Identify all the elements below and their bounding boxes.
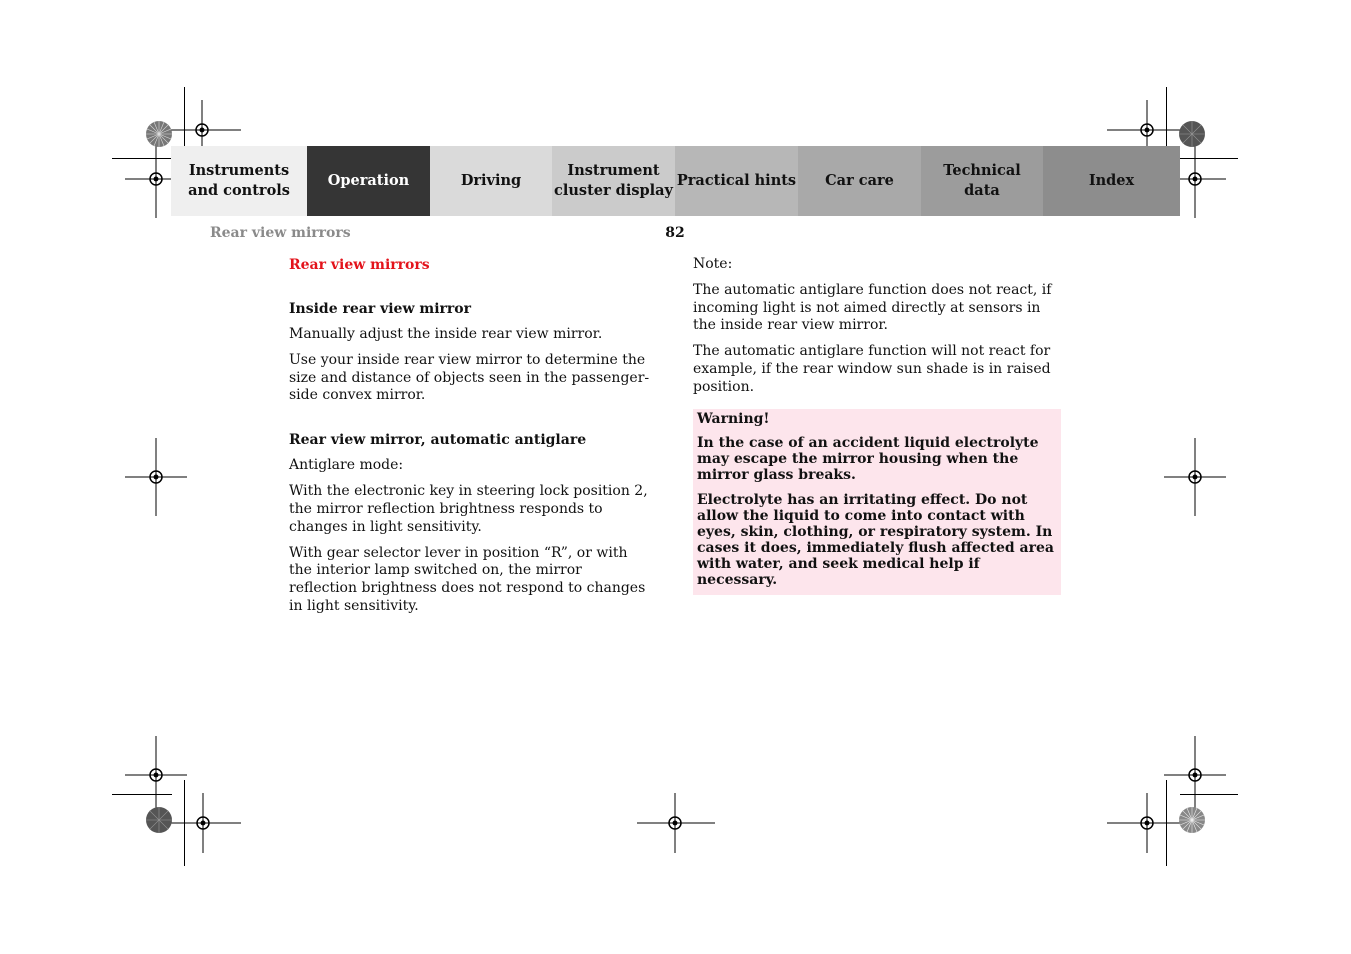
inside-mirror-heading: Inside rear view mirror: [289, 301, 471, 317]
section-title: Rear view mirrors: [289, 257, 430, 273]
tab-driving[interactable]: Driving: [430, 146, 552, 216]
warning-paragraph: In the case of an accident liquid electrolyte may escape the mirror housing when the mirror glass breaks.: [697, 435, 1039, 484]
tab-car-care[interactable]: Car care: [798, 146, 921, 216]
paragraph: With gear selector lever in position “R”, or with the interior lamp switched on, the mirror reflection brightness does not respond to changes in light sensitivity.: [289, 544, 646, 614]
note-label: Note:: [693, 256, 733, 272]
registration-target-icon: [1164, 438, 1226, 516]
registration-target-icon: [1107, 793, 1187, 853]
tab-index[interactable]: Index: [1043, 146, 1180, 216]
registration-target-icon: [163, 793, 243, 853]
warning-title: Warning!: [697, 411, 770, 428]
tab-technical-data[interactable]: Technical data: [921, 146, 1043, 216]
breadcrumb: Rear view mirrors: [210, 225, 351, 241]
tab-instrument-cluster-display[interactable]: Instrument cluster display: [552, 146, 675, 216]
starburst-calibration-icon: [145, 120, 173, 148]
paragraph: Use your inside rear view mirror to determine the size and distance of objects seen in the passenger-side convex mirror.: [289, 352, 650, 404]
warning-box: [693, 409, 1061, 595]
starburst-calibration-icon: [1178, 120, 1206, 148]
paragraph: Antiglare mode:: [289, 457, 404, 474]
paragraph: Manually adjust the inside rear view mirror.: [289, 326, 603, 342]
warning-paragraph: Electrolyte has an irritating effect. Do not allow the liquid to come into contact with eyes, skin, clothing, or respiratory system. In cases it does, immediately flush affected area with water, and seek medical help if necessary.: [697, 492, 1054, 589]
section-tab-bar: [171, 146, 1180, 216]
registration-target-icon: [125, 438, 187, 516]
note-paragraph: The automatic antiglare function does not react, if incoming light is not aimed directly at sensors in the inside rear view mirror.: [693, 282, 1052, 334]
tab-instruments-and-controls[interactable]: Instruments and controls: [171, 146, 307, 216]
starburst-calibration-icon: [1178, 806, 1206, 834]
tab-operation[interactable]: Operation: [307, 146, 430, 216]
note-paragraph: The automatic antiglare function will not react for example, if the rear window sun shade is in raised position.: [693, 343, 1051, 395]
registration-target-icon: [637, 793, 715, 853]
right-column: [693, 256, 1061, 595]
left-column: [289, 256, 654, 624]
page-number: 82: [665, 225, 685, 241]
paragraph: With the electronic key in steering lock position 2, the mirror reflection brightness responds to changes in light sensitivity.: [289, 483, 648, 535]
starburst-calibration-icon: [145, 806, 173, 834]
tab-practical-hints[interactable]: Practical hints: [675, 146, 798, 216]
automatic-antiglare-heading: Rear view mirror, automatic antiglare: [289, 432, 587, 449]
